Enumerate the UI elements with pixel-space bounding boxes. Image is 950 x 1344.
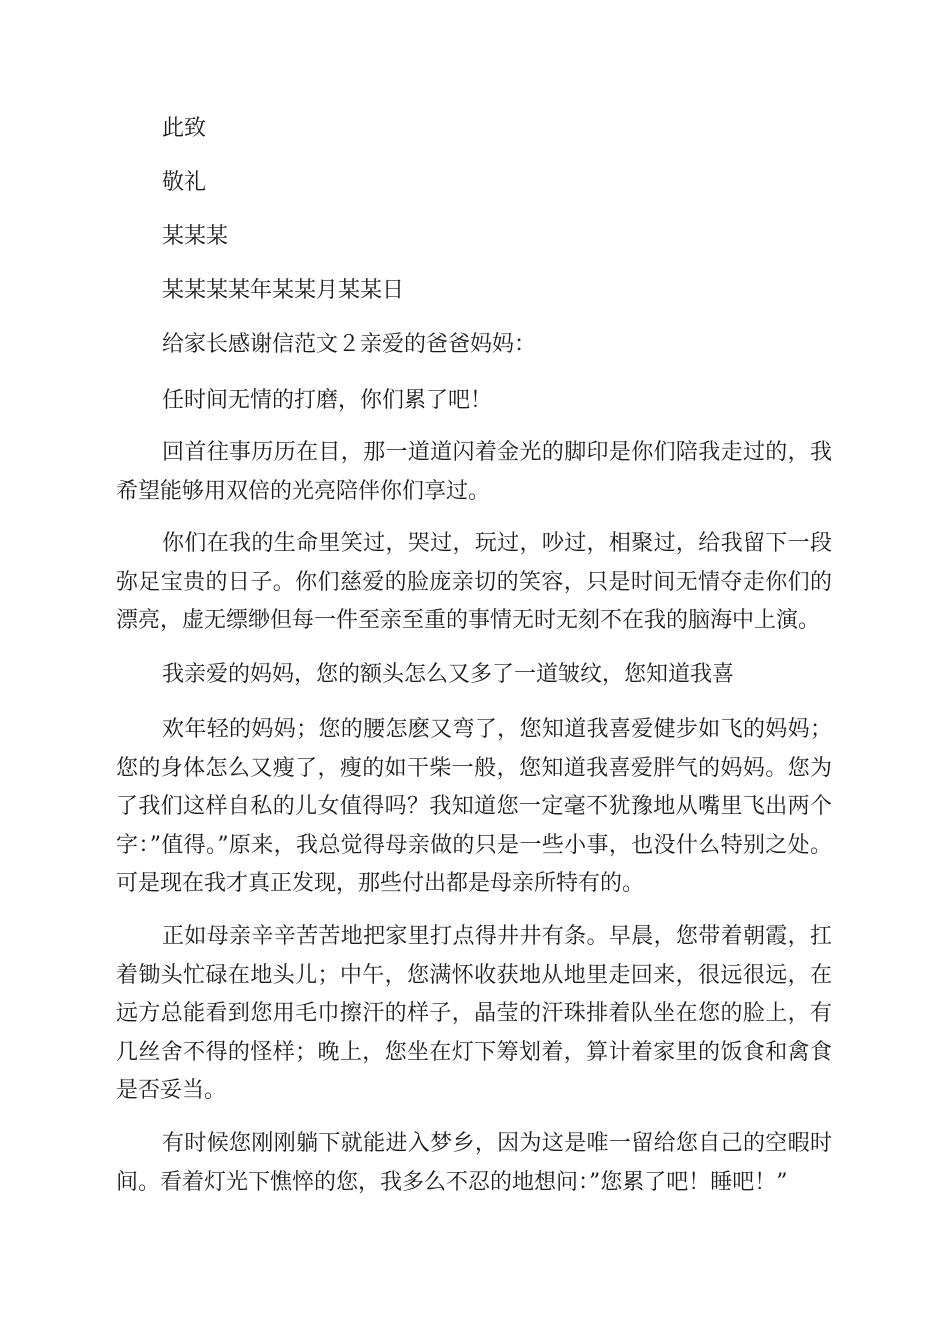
letter-signature: 某某某: [162, 224, 229, 249]
paragraph: 你们在我的生命里笑过，哭过，玩过，吵过，相聚过，给我留下一段弥足宝贵的日子。你们慈爱的脸庞亲切的笑容，只是时间无情夺走你们的漂亮，虚无缥缈但每一件至亲至重的事情无时无刻不在我的脑海中上演。: [116, 531, 832, 633]
letter-date: 某某某某年某某月某某日: [162, 278, 405, 303]
paragraph: 有时候您刚刚躺下就能进入梦乡，因为这是唯一留给您自己的空暇时间。看着灯光下憔悴的您，我多么不忍的地想问：”您累了吧！睡吧！”: [116, 1131, 832, 1195]
paragraph: 任时间无情的打磨，你们累了吧！: [162, 388, 493, 413]
section-heading: 给家长感谢信范文２亲爱的爸爸妈妈：: [162, 332, 537, 357]
paragraph: 正如母亲辛辛苦苦地把家里打点得井井有条。早晨，您带着朝霞，扛着锄头忙碌在地头儿；中午，您满怀收获地从地里走回来，很远很远，在远方总能看到您用毛巾擦汗的样子，晶莹的汗珠排着队坐在您的脸上，有几丝舍不得的怪样；晚上，您坐在灯下筹划着，算计着家里的饭食和禽食是否妥当。: [116, 924, 832, 1103]
paragraph: 回首往事历历在目，那一道道闪着金光的脚印是你们陪我走过的，我希望能够用双倍的光亮陪伴你们享过。: [116, 440, 832, 504]
letter-salute: 敬礼: [162, 170, 207, 195]
letter-closing: 此致: [162, 116, 207, 141]
paragraph: 欢年轻的妈妈；您的腰怎麽又弯了，您知道我喜爱健步如飞的妈妈；您的身体怎么又瘦了，瘦的如干柴一般，您知道我喜爱胖气的妈妈。您为了我们这样自私的儿女值得吗？我知道您一定毫不犹豫地从嘴里飞出两个字：”值得。”原来，我总觉得母亲做的只是一些小事，也没什么特别之处。可是现在我才真正发现，那些付出都是母亲所特有的。: [116, 717, 832, 896]
paragraph: 我亲爱的妈妈，您的额头怎么又多了一道皱纹，您知道我喜: [162, 662, 735, 687]
